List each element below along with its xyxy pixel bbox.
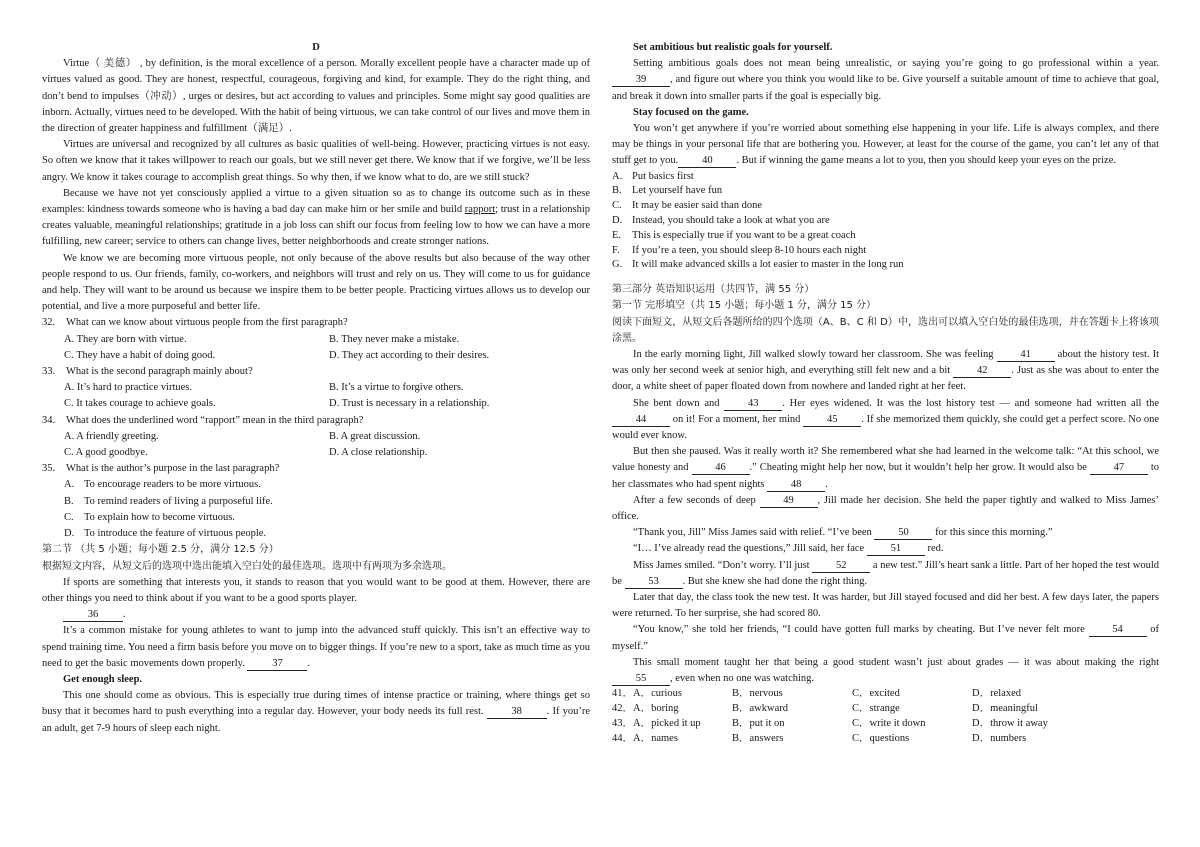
choice-key: E. — [612, 229, 622, 241]
cloze-paragraph-2 — [612, 396, 1159, 445]
paragraph-text: This one should come as obvious. This is especially true during times of intense practice or training, where things get so busy that it becomes hard to push everything into a regular day. However, your body needs its full rest. — [42, 690, 590, 718]
part-3-section-1-heading: 第一节 完形填空（共 15 小题；每小题 1 分，满分 15 分） — [612, 300, 877, 312]
option-text: To remind readers of living a purposeful life. — [84, 495, 273, 507]
blank-39: 39 — [612, 74, 670, 87]
blank-45: 45 — [803, 414, 861, 427]
left-column — [42, 40, 590, 737]
cloze-options-table — [612, 687, 1159, 746]
option-c: C. It takes courage to achieve goals. — [64, 398, 216, 410]
blank-37: 37 — [247, 658, 307, 671]
question-text: What can we know about virtuous people from the first paragraph? — [66, 317, 348, 329]
paragraph-text: She bent down and — [633, 397, 720, 409]
paragraph-text: . But if winning the game means a lot to you, then you should keep your eyes on the prize. — [736, 155, 1116, 167]
blank-47: 47 — [1090, 462, 1148, 475]
cloze-paragraph-1 — [612, 347, 1159, 396]
choice-key: D. — [612, 215, 623, 227]
question-35 — [42, 461, 590, 542]
question-text: What is the second paragraph mainly about? — [66, 366, 253, 378]
choice-key: B. — [612, 185, 622, 197]
heading-set-goals: Set ambitious but realistic goals for yourself. — [633, 42, 833, 53]
paragraph-text: . — [825, 478, 828, 490]
answer-choices-list — [612, 170, 1159, 274]
choice-text: This is especially true if you want to be a great coach — [632, 229, 856, 241]
question-33 — [42, 364, 590, 413]
choice-text: Let yourself have fun — [632, 185, 723, 197]
paragraph-text: about the history test. It was only her second week at senior high, and everything still felt new and a bit — [612, 349, 1160, 377]
paragraph-text: It’s a common mistake for young athletes to want to jump into the advanced stuff quickly. This isn’t an effective way to spend training time. You need a firm basis before you move on to bigger things. If you’re new to a sport, take as much time as you need to get the basic movements down properly. — [42, 625, 590, 669]
option-text: A．curious — [633, 688, 682, 700]
choice-g — [612, 258, 1159, 273]
paragraph-text: of myself.” — [612, 624, 1159, 652]
option-b: B．answers — [732, 732, 784, 744]
option-text: To explain how to become virtuous. — [84, 511, 235, 523]
option-a — [612, 732, 732, 747]
blank-46: 46 — [692, 462, 750, 475]
paragraph-text: for this since this morning.” — [935, 527, 1053, 539]
option-b — [64, 494, 590, 510]
cloze-paragraph-5 — [612, 525, 1159, 541]
blank-41: 41 — [997, 349, 1055, 362]
paragraph-text: , Jill made her decision. She held the paper tightly and walked to Miss James’ office. — [612, 494, 1159, 523]
blank-42: 42 — [953, 365, 1011, 378]
part-3-instruction: 阅读下面短文，从短文后各题所给的四个选项（A、B、C 和 D）中，选出可以填入空白处的最佳选项，并在答题卡上将该项涂黑。 — [612, 316, 1159, 344]
right-column — [612, 40, 1159, 746]
option-key: D. — [64, 528, 75, 540]
option-c: C．excited — [852, 688, 900, 700]
blank-55: 55 — [612, 673, 670, 686]
option-text: A．picked it up — [633, 717, 701, 729]
choice-a — [612, 170, 1159, 185]
cloze-paragraph-3 — [612, 444, 1159, 493]
paragraph-text: “I… I’ve already read the questions,” Jill said, her face — [633, 543, 865, 555]
blank-40: 40 — [678, 155, 736, 168]
sports-paragraph-2: It’s a common mistake for young athletes to want to jump into the advanced stuff quickly. This isn’t an effective way to spend training time. You need a firm basis before you move on to bigger things. If you’re new to a sport, take as much time as you need to get the basic movements down properly. 37 . — [42, 625, 590, 669]
option-d — [64, 526, 590, 542]
option-c: C．questions — [852, 732, 910, 744]
option-d: D．numbers — [972, 732, 1027, 744]
choice-text: It may be easier said than done — [632, 200, 763, 212]
paragraph-text: . Her eyes widened. It was the lost history test — and someone had written all the — [782, 397, 1160, 409]
options-row-43 — [612, 717, 1159, 732]
blank-54: 54 — [1089, 624, 1147, 637]
passage-d-paragraph-4: We know we are becoming more virtuous people, not only because of the above results but also because of the way other people respond to us. Our friends, family, co-workers, and neighbors will trust and rely on us. They will come to us for guidance and help. They will want to be around us because we inspire them to be better people. Practicing virtues allows us to develop our potential, and live a more purposeful and better life. — [42, 252, 590, 313]
paragraph-3-text-before: Because we have not yet consciously applied a virtue to a given situation so as to change its outcome such as in these examples: kindness towards someone who is having a bad day can make him or her smile and build — [42, 187, 590, 216]
paragraph-text: red. — [927, 543, 944, 555]
paragraph-text: “You know,” she told her friends, “I could have gotten full marks by cheating. But I’ve never felt more — [633, 624, 1085, 636]
paragraph-text: , and figure out where you think you would like to be. Give yourself a suitable amount of time to achieve that goal, and break it down into smaller parts if the goal is especially big. — [612, 74, 1159, 102]
option-text: To introduce the feature of virtuous people. — [84, 528, 267, 540]
sports-paragraph-3: This one should come as obvious. This is especially true during times of intense practice or training, where things get so busy that it becomes hard to push everything into a regular day. However, your body needs its full rest. 38 . If you’re an adult, get 7-9 hours of sleep each night. — [42, 690, 591, 734]
passage-d-paragraph-1: Virtue（ 美德） , by definition, is the moral excellence of a person. Morally excellent people have a character made up of virtues valued as good. They are honest, respectful, courageous, forgiving and kind, for example. They do the right thing, and don’t bend to impulses（冲动）, urges or desires, but act according to values and principles. Some might say good qualities are inborn. Actually, virtues need to be developed. With the habit of being virtuous, we can take control of our lives and move them in the direction of greater happiness and fulfillment（满足）. — [42, 58, 590, 135]
passage-d-paragraph-2: Virtues are universal and recognized by all cultures as basic qualities of well-being. However, practicing virtues is not easy. So often we know that it takes willpower to reach our goals, but we still never get there. We know that if we forgive, we’ll be less angry. We know it takes courage to accomplish great things. So why then, if we know what to do, are we still stuck? — [42, 139, 590, 183]
paragraph-text: .” Cheating might help her now, but it wouldn’t help her grow. It would also be — [749, 462, 1087, 474]
paragraph-text: After a few seconds of deep — [633, 494, 756, 506]
options-row-44 — [612, 732, 1159, 747]
option-d: D．throw it away — [972, 717, 1048, 729]
option-text: To encourage readers to be more virtuous. — [84, 479, 261, 491]
cloze-paragraph-8: Later that day, the class took the new test. It was harder, but Jill stayed focused and did her best. A few days later, the papers were returned. To her surprise, she had scored 80. — [612, 592, 1159, 620]
option-b: B. It’s a virtue to forgive others. — [329, 382, 464, 394]
cloze-paragraph-7 — [612, 558, 1159, 590]
question-number: 44． — [612, 732, 633, 744]
option-key: B. — [64, 495, 74, 507]
option-a — [612, 717, 732, 732]
paragraph-text: . Just as she was about to enter the door, a white sheet of paper floated down from nowhere and landed right at her feet. — [612, 365, 1160, 393]
blank-44: 44 — [612, 414, 670, 427]
option-c: C. A good goodbye. — [64, 447, 148, 459]
choice-text: It will make advanced skills a lot easier to master in the long run — [632, 259, 904, 271]
section-2-instruction: 根据短文内容，从短文后的选项中选出能填入空白处的最佳选项。选项中有两项为多余选项。 — [42, 560, 452, 572]
option-c: C．strange — [852, 703, 900, 715]
option-d: D．meaningful — [972, 703, 1038, 715]
option-d: D. Trust is necessary in a relationship. — [329, 398, 490, 410]
question-34 — [42, 413, 590, 462]
question-number: 33. — [42, 366, 56, 378]
blank-36-line: 36 . — [42, 607, 590, 623]
paragraph-text: . If she memorized them quickly, she could get a perfect score. No one would ever know. — [612, 413, 1160, 442]
cloze-paragraph-9 — [612, 622, 1159, 654]
choice-key: A. — [612, 170, 623, 182]
option-c: C．write it down — [852, 717, 926, 729]
blank-38: 38 — [487, 706, 547, 719]
option-a: A. A friendly greeting. — [64, 430, 159, 442]
option-d: D．relaxed — [972, 688, 1021, 700]
options-row-41 — [612, 687, 1159, 702]
cloze-paragraph-6 — [612, 541, 1159, 557]
paragraph-text: But then she paused. Was it really worth it? She remembered what she had learned in the welcome talk: “At this school, we value honesty and — [612, 446, 1159, 474]
blank-43: 43 — [724, 398, 782, 411]
question-number: 32. — [42, 317, 56, 329]
paragraph-3-text-after: ; trust in a relationship creates valuable, meaningful relationships; gratitude in a job loss can shift our focus from feeling low to how we can have a more fulfilling, new career; service to others can change lives, better neighborhoods and create stronger nations. — [42, 204, 590, 248]
underlined-word-rapport: rapport — [464, 204, 496, 216]
options-row-42 — [612, 702, 1159, 717]
heading-get-enough-sleep: Get enough sleep. — [63, 673, 143, 685]
option-b: B．nervous — [732, 688, 783, 700]
option-b: B．awkward — [732, 703, 788, 715]
option-a: A. They are born with virtue. — [64, 333, 187, 345]
option-key: C. — [64, 511, 74, 523]
option-a — [612, 687, 732, 702]
passage-d-paragraph-3 — [42, 186, 590, 251]
choice-text: Instead, you should take a look at what you are — [632, 215, 830, 227]
choice-text: Put basics first — [632, 170, 694, 182]
option-d: D. A close relationship. — [329, 447, 428, 459]
choice-f — [612, 244, 1159, 259]
blank-36: 36 — [63, 609, 123, 622]
section-2-heading: 第二节 （共 5 小题；每小题 2.5 分，满分 12.5 分） — [42, 544, 279, 556]
choice-b — [612, 184, 1159, 199]
question-number: 43． — [612, 717, 633, 729]
paragraph-text: If you’re an adult, get 7-9 hours of sleep each night. — [42, 706, 591, 734]
blank-52: 52 — [812, 560, 870, 573]
option-text: A．names — [633, 732, 678, 744]
paragraph-text: In the early morning light, Jill walked slowly toward her classroom. She was feeling — [633, 349, 994, 361]
question-text: What does the underlined word “rapport” mean in the third paragraph? — [66, 414, 364, 426]
heading-stay-focused: Stay focused on the game. — [633, 106, 749, 118]
cloze-paragraph-4 — [612, 493, 1159, 525]
paragraph-text: Miss James smiled. “Don’t worry. I’ll just — [633, 559, 810, 571]
option-a — [64, 477, 590, 493]
question-32 — [42, 315, 590, 364]
choice-key: C. — [612, 200, 622, 212]
question-number: 42． — [612, 703, 633, 715]
blank-50: 50 — [874, 527, 932, 540]
blank-53: 53 — [625, 576, 683, 589]
goals-paragraph — [612, 56, 1159, 105]
part-3-heading: 第三部分 英语知识运用（共四节，满 55 分） — [612, 284, 815, 296]
paragraph-text: on it! For a moment, her mind — [672, 413, 801, 425]
choice-text: If you’re a teen, you should sleep 8-10 hours each night — [632, 244, 867, 256]
paragraph-text: . But she knew she had done the right thing. — [682, 575, 868, 587]
option-text: A．boring — [633, 703, 679, 715]
option-b: B．put it on — [732, 717, 785, 729]
question-number: 35. — [42, 463, 56, 475]
option-b: B. A great discussion. — [329, 430, 421, 442]
option-a — [612, 702, 732, 717]
paragraph-text: This small moment taught her that being a good student wasn’t just about grades — it was about making the right — [633, 656, 1159, 668]
question-number: 34. — [42, 414, 56, 426]
focus-paragraph — [612, 121, 1159, 170]
question-number: 41． — [612, 688, 633, 700]
paragraph-text: to her classmates who had spent nights — [612, 462, 1160, 490]
option-b: B. They never make a mistake. — [329, 333, 460, 345]
option-c — [64, 510, 590, 526]
option-d: D. They act according to their desires. — [329, 349, 490, 361]
sports-paragraph-1: If sports are something that interests you, it stands to reason that you would want to be good at them. However, there are other things you need to think about if you want to be a good sports player. — [42, 576, 590, 604]
question-text: What is the author’s purpose in the last paragraph? — [66, 463, 280, 475]
option-a: A. It’s hard to practice virtues. — [64, 382, 192, 394]
option-c: C. They have a habit of doing good. — [64, 349, 216, 361]
cloze-paragraph-10 — [612, 655, 1159, 687]
choice-key: G. — [612, 259, 623, 271]
option-key: A. — [64, 479, 75, 491]
paragraph-text: “Thank you, Jill” Miss James said with relief. “I’ve been — [633, 527, 872, 539]
paragraph-text: You won’t get anywhere if you’re worried about something else happening in your life. Life is always complex, and there may be things in your personal life that are bothering you. However, at least for the course of the game, you can’t let any of that stuff get to you. — [612, 123, 1159, 167]
paragraph-text: Setting ambitious goals does not mean being unrealistic, or saying you’re going to go professional within a year. — [633, 58, 1159, 70]
blank-51: 51 — [867, 543, 925, 556]
choice-key: F. — [612, 244, 620, 256]
paragraph-text: , even when no one was watching. — [670, 673, 815, 685]
choice-e — [612, 229, 1159, 244]
section-d-title: D — [312, 42, 320, 53]
paragraph-text: a new test.” Jill’s heart sank a little. Part of her hoped the test would be — [612, 559, 1160, 587]
choice-d — [612, 214, 1159, 229]
choice-c — [612, 199, 1159, 214]
blank-48: 48 — [767, 479, 825, 492]
blank-49: 49 — [760, 495, 818, 508]
